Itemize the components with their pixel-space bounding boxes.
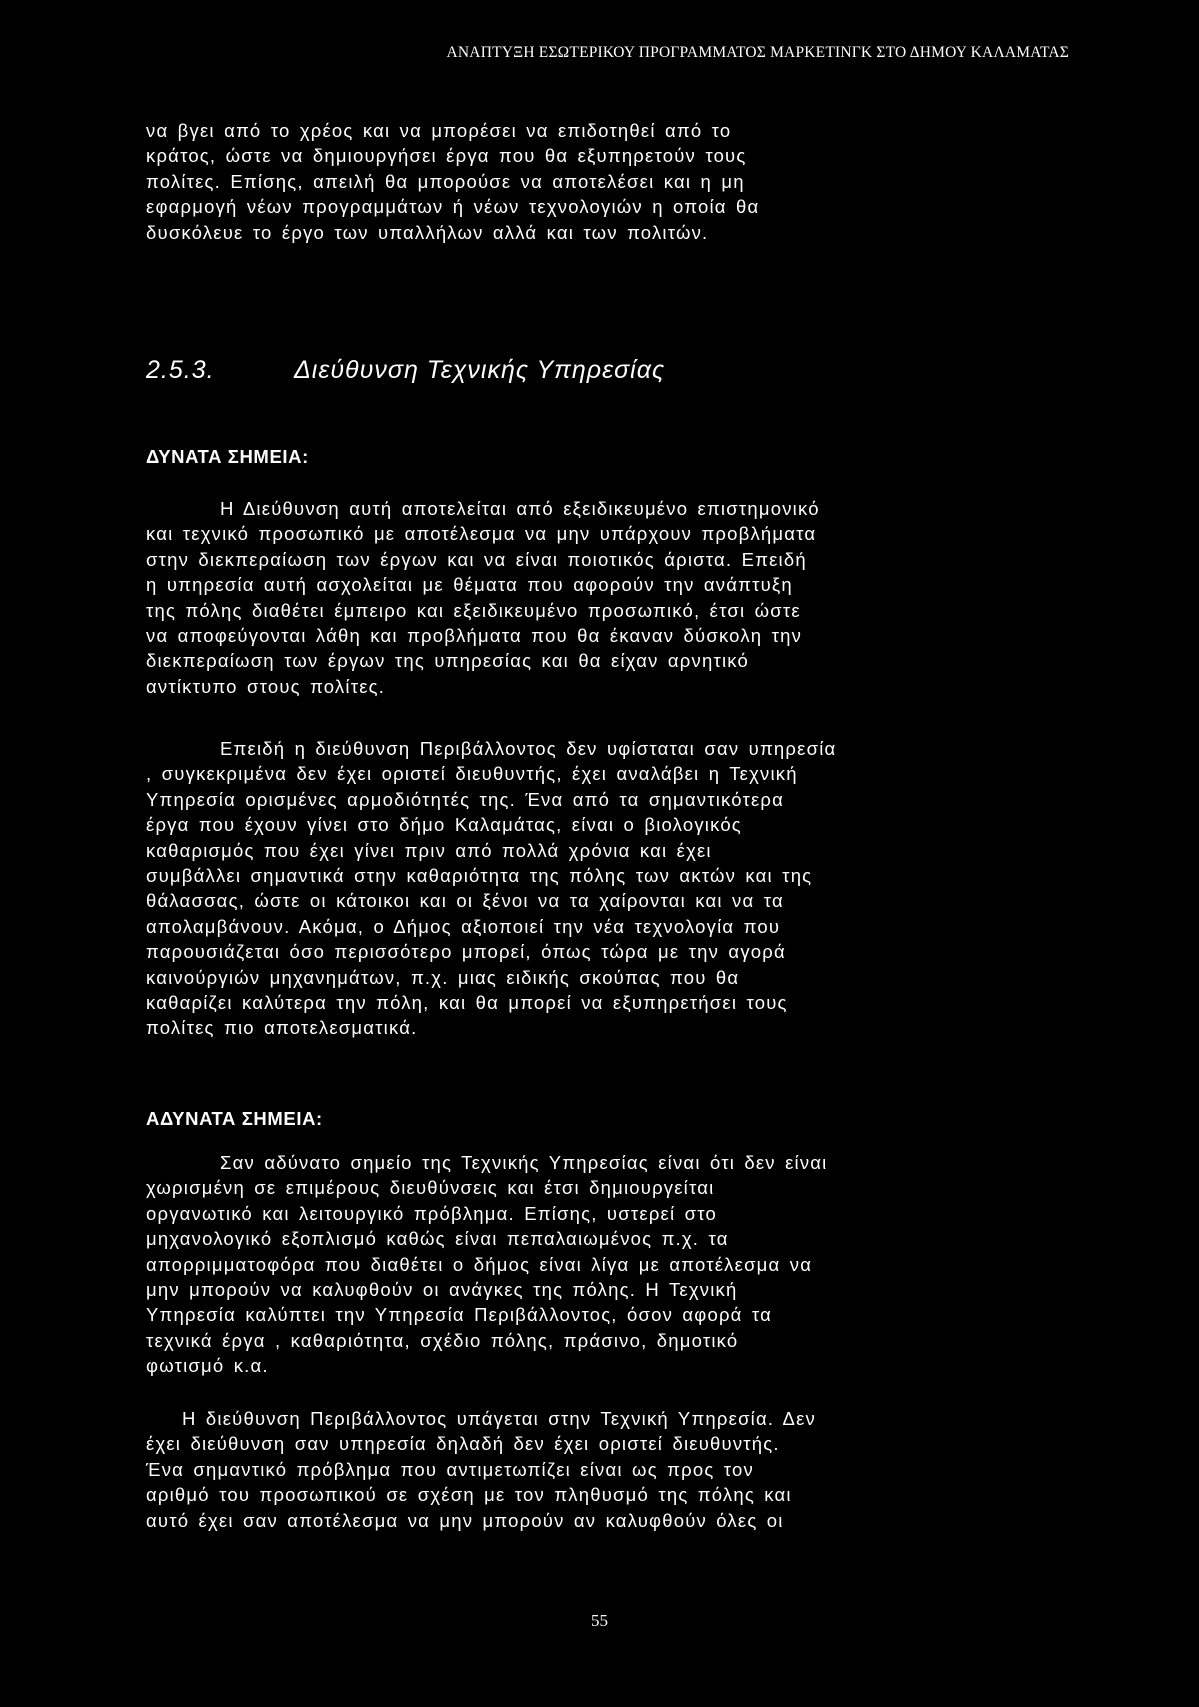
text-line: να βγει από το χρέος και να μπορέσει να επιδοτηθεί από το <box>146 120 732 141</box>
running-header: ΑΝΑΠΤΥΞΗ ΕΣΩΤΕΡΙΚΟΥ ΠΡΟΓΡΑΜΜΑΤΟΣ ΜΑΡΚΕΤΙΝΓΚ ΣΤΟ ΔΗΜΟΥ ΚΑΛΑΜΑΤΑΣ <box>446 44 1069 61</box>
weaknesses-heading: ΑΔΥΝΑΤΑ ΣΗΜΕΙΑ: <box>146 1108 323 1129</box>
text-line: πολίτες πιο αποτελεσματικά. <box>146 1017 418 1039</box>
section-heading <box>146 356 665 385</box>
text-line: απολαμβάνουν. Ακόμα, ο Δήμος αξιοποιεί την νέα τεχνολογία που <box>146 915 781 937</box>
strengths-paragraph-2 <box>146 736 1046 1041</box>
text-line: καθαρισμός που έχει γίνει πριν από πολλά χρόνια και έχει <box>146 839 712 861</box>
section-number: 2.5.3. <box>146 356 215 384</box>
text-line: Σαν αδύνατο σημείο της Τεχνικής Υπηρεσίας είναι ότι δεν είναι <box>220 1152 828 1173</box>
weaknesses-paragraph-2 <box>146 1406 1046 1533</box>
text-line: εφαρμογή νέων προγραμμάτων ή νέων τεχνολογιών η οποία θα <box>146 196 760 218</box>
text-line: Επειδή η διεύθυνση Περιβάλλοντος δεν υφίσταται σαν υπηρεσία <box>220 738 837 759</box>
text-line: Η διεύθυνση Περιβάλλοντος υπάγεται στην Τεχνική Υπηρεσία. Δεν <box>182 1408 817 1429</box>
text-line: έργα που έχουν γίνει στο δήμο Καλαμάτας, είναι ο βιολογικός <box>146 814 742 836</box>
text-line: απορριμματοφόρα που διαθέτει ο δήμος είναι λίγα με αποτέλεσμα να <box>146 1253 813 1275</box>
text-line: Η Διεύθυνση αυτή αποτελείται από εξειδικευμένο επιστημονικό <box>220 498 820 519</box>
text-line: κράτος, ώστε να δημιουργήσει έργα που θα εξυπηρετούν τους <box>146 145 747 167</box>
text-line: καθαρίζει καλύτερα την πόλη, και θα μπορεί να εξυπηρετήσει τους <box>146 992 788 1014</box>
intro-paragraph <box>146 118 1046 245</box>
text-line: αντίκτυπο στους πολίτες. <box>146 675 386 697</box>
text-line: καινούργιών μηχανημάτων, π.χ. μιας ειδικής σκούπας που θα <box>146 966 740 988</box>
text-line: θάλασσας, ώστε οι κάτοικοι και οι ξένοι να τα χαίρονται και να τα <box>146 890 784 912</box>
text-line: μηχανολογικό εξοπλισμό καθώς είναι πεπαλαιωμένος π.χ. τα <box>146 1228 729 1250</box>
text-line: χωρισμένη σε επιμέρους διευθύνσεις και έτσι δημιουργείται <box>146 1177 715 1199</box>
strengths-heading: ΔΥΝΑΤΑ ΣΗΜΕΙΑ: <box>146 446 309 467</box>
text-line: αυτό έχει σαν αποτέλεσμα να μην μπορούν αν καλυφθούν όλες οι <box>146 1509 784 1531</box>
text-line: αριθμό του προσωπικού σε σχέση με τον πληθυσμό της πόλης και <box>146 1484 792 1506</box>
text-line: πολίτες. Επίσης, απειλή θα μπορούσε να αποτελέσει και η μη <box>146 170 745 192</box>
text-line: Υπηρεσία ορισμένες αρμοδιότητές της. Ένα από τα σημαντικότερα <box>146 788 785 810</box>
text-line: της πόλης διαθέτει έμπειρο και εξειδικευμένο προσωπικό, έτσι ώστε <box>146 599 801 621</box>
text-line: και τεχνικό προσωπικό με αποτέλεσμα να μην υπάρχουν προβλήματα <box>146 523 817 545</box>
text-line: διεκπεραίωση των έργων της υπηρεσίας και θα είχαν αρνητικό <box>146 650 749 672</box>
text-line: η υπηρεσία αυτή ασχολείται με θέματα που αφορούν την ανάπτυξη <box>146 574 793 596</box>
text-line: έχει διεύθυνση σαν υπηρεσία δηλαδή δεν έχει οριστεί διευθυντής. <box>146 1433 780 1455</box>
text-line: συμβάλλει σημαντικά στην καθαριότητα της πόλης των ακτών και της <box>146 865 813 887</box>
section-title: Διεύθυνση Τεχνικής Υπηρεσίας <box>294 356 666 384</box>
text-line: οργανωτικό και λειτουργικό πρόβλημα. Επίσης, υστερεί στο <box>146 1202 717 1224</box>
weaknesses-paragraph-1 <box>146 1150 1046 1379</box>
text-line: στην διεκπεραίωση των έργων και να είναι ποιοτικός άριστα. Επειδή <box>146 548 807 570</box>
text-line: Ένα σημαντικό πρόβλημα που αντιμετωπίζει είναι ως προς τον <box>146 1458 754 1480</box>
text-line: δυσκόλευε το έργο των υπαλλήλων αλλά και των πολιτών. <box>146 221 709 243</box>
text-line: τεχνικά έργα , καθαριότητα, σχέδιο πόλης, πράσινο, δημοτικό <box>146 1329 739 1351</box>
text-line: μην μπορούν να καλυφθούν οι ανάγκες της πόλης. Η Τεχνική <box>146 1279 738 1301</box>
text-line: παρουσιάζεται όσο περισσότερο μπορεί, όπως τώρα με την αγορά <box>146 941 786 963</box>
page-number: 55 <box>591 1611 608 1630</box>
text-line: φωτισμό κ.α. <box>146 1355 269 1377</box>
text-line: , συγκεκριμένα δεν έχει οριστεί διευθυντής, έχει αναλάβει η Τεχνική <box>146 763 798 785</box>
text-line: να αποφεύγονται λάθη και προβλήματα που θα έκαναν δύσκολη την <box>146 625 803 647</box>
strengths-paragraph-1 <box>146 496 1046 699</box>
text-line: Υπηρεσία καλύπτει την Υπηρεσία Περιβάλλοντος, όσον αφορά τα <box>146 1304 773 1326</box>
